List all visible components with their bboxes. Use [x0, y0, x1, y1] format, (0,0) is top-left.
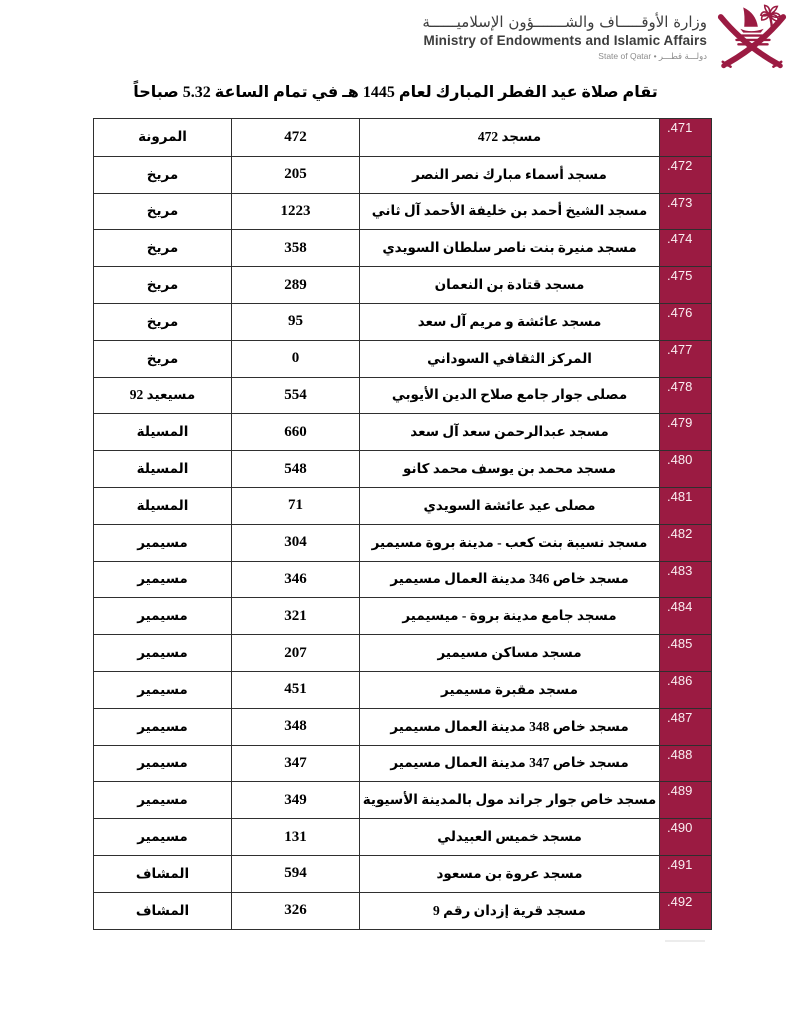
- area-cell: مسيمير: [137, 755, 188, 771]
- worshippers-count-cell: 548: [231, 451, 359, 487]
- table-row: [94, 561, 711, 598]
- worshippers-count-cell: 358: [231, 230, 359, 266]
- table-row: [94, 892, 711, 929]
- mosque-name-cell: مسجد منيرة بنت ناصر سلطان السويدي: [359, 230, 659, 266]
- area-cell: المرونة: [138, 129, 187, 145]
- row-number-badge: .477: [659, 341, 711, 377]
- table-row: [94, 413, 711, 450]
- mosque-name-cell: مسجد خميس العبيدلي: [359, 819, 659, 855]
- area-cell: مسيمير: [137, 534, 188, 550]
- row-number-badge: .483: [659, 562, 711, 598]
- mosque-name-cell: مسجد نسيبة بنت كعب - مدينة بروة مسيمير: [359, 525, 659, 561]
- row-number-badge: .479: [659, 414, 711, 450]
- mosque-name-cell: مسجد مقبرة مسيمير: [359, 672, 659, 708]
- worshippers-count-cell: 594: [231, 856, 359, 892]
- area-cell: مريخ: [146, 166, 179, 182]
- area-cell: مريخ: [146, 277, 179, 293]
- mosque-name-cell: مسجد أسماء مبارك نصر النصر: [359, 157, 659, 193]
- row-number-badge: .474: [659, 230, 711, 266]
- row-number-badge: .478: [659, 378, 711, 414]
- worshippers-count-cell: 289: [231, 267, 359, 303]
- area-cell: مسيعيد 92: [129, 387, 196, 403]
- area-cell: مريخ: [146, 203, 179, 219]
- row-number-badge: .489: [659, 782, 711, 818]
- area-cell: مسيمير: [137, 608, 188, 624]
- mosque-name-cell: مسجد عبدالرحمن سعد آل سعد: [359, 414, 659, 450]
- mosque-name-cell: مسجد جامع مدينة بروة - ميسيمير: [359, 598, 659, 634]
- worshippers-count-cell: 347: [231, 746, 359, 782]
- table-row: [94, 524, 711, 561]
- table-row: [94, 597, 711, 634]
- table-row: [94, 156, 711, 193]
- table-row: [94, 340, 711, 377]
- worshippers-count-cell: 207: [231, 635, 359, 671]
- area-cell: مريخ: [146, 240, 179, 256]
- scan-artifact: [665, 940, 705, 942]
- table-row: [94, 193, 711, 230]
- table-row: [94, 377, 711, 414]
- area-cell: المشاف: [135, 902, 190, 918]
- table-row: [94, 671, 711, 708]
- table-row: [94, 303, 711, 340]
- table-row: [94, 745, 711, 782]
- area-cell: مسيمير: [137, 571, 188, 587]
- worshippers-count-cell: 0: [231, 341, 359, 377]
- mosque-name-cell: مسجد خاص 346 مدينة العمال مسيمير: [359, 562, 659, 598]
- mosque-name-cell: مسجد مساكن مسيمير: [359, 635, 659, 671]
- worshippers-count-cell: 349: [231, 782, 359, 818]
- worshippers-count-cell: 95: [231, 304, 359, 340]
- row-number-badge: .492: [659, 893, 711, 929]
- page-title: تقام صلاة عيد الفطر المبارك لعام 1445 هـ في تمام الساعة 5.32 صباحاً: [133, 84, 658, 101]
- area-cell: المسيلة: [136, 497, 189, 513]
- row-number-badge: .491: [659, 856, 711, 892]
- state-of-qatar-line: State of Qatar • دولـــة قطـــر: [598, 51, 707, 61]
- row-number-badge: .473: [659, 194, 711, 230]
- mosque-name-cell: مسجد خاص جوار جراند مول بالمدينة الأسيوية: [359, 782, 659, 818]
- ministry-name-arabic: وزارة الأوقـــــاف والشـــــــؤون الإسلاميــــــة: [422, 13, 707, 31]
- worshippers-count-cell: 348: [231, 709, 359, 745]
- area-cell: مريخ: [146, 313, 179, 329]
- worshippers-count-cell: 131: [231, 819, 359, 855]
- row-number-badge: .486: [659, 672, 711, 708]
- table-row: [94, 487, 711, 524]
- row-number-badge: .484: [659, 598, 711, 634]
- mosque-name-cell: مسجد 472: [359, 119, 659, 156]
- mosque-table: [93, 118, 712, 930]
- table-row: [94, 634, 711, 671]
- mosque-name-cell: مسجد قتادة بن النعمان: [359, 267, 659, 303]
- area-cell: المسيلة: [136, 424, 189, 440]
- row-number-badge: .471: [659, 119, 711, 156]
- table-row: [94, 855, 711, 892]
- worshippers-count-cell: 1223: [231, 194, 359, 230]
- table-row: [94, 450, 711, 487]
- area-cell: مريخ: [146, 350, 179, 366]
- qatar-emblem-icon: [715, 2, 789, 73]
- mosque-name-cell: مسجد عروة بن مسعود: [359, 856, 659, 892]
- worshippers-count-cell: 451: [231, 672, 359, 708]
- table-row: [94, 781, 711, 818]
- mosque-name-cell: مسجد محمد بن يوسف محمد كانو: [359, 451, 659, 487]
- worshippers-count-cell: 321: [231, 598, 359, 634]
- area-cell: مسيمير: [137, 681, 188, 697]
- worshippers-count-cell: 326: [231, 893, 359, 929]
- table-row: [94, 708, 711, 745]
- worshippers-count-cell: 304: [231, 525, 359, 561]
- table-row: [94, 818, 711, 855]
- area-cell: مسيمير: [137, 645, 188, 661]
- area-cell: مسيمير: [137, 792, 188, 808]
- area-cell: المسيلة: [136, 461, 189, 477]
- table-row: [94, 229, 711, 266]
- area-cell: المشاف: [135, 865, 190, 881]
- mosque-name-cell: مسجد خاص 348 مدينة العمال مسيمير: [359, 709, 659, 745]
- row-number-badge: .472: [659, 157, 711, 193]
- worshippers-count-cell: 554: [231, 378, 359, 414]
- row-number-badge: .476: [659, 304, 711, 340]
- row-number-badge: .490: [659, 819, 711, 855]
- row-number-badge: .487: [659, 709, 711, 745]
- area-cell: مسيمير: [137, 718, 188, 734]
- row-number-badge: .488: [659, 746, 711, 782]
- table-row: [94, 266, 711, 303]
- area-cell: مسيمير: [137, 829, 188, 845]
- worshippers-count-cell: 71: [231, 488, 359, 524]
- row-number-badge: .485: [659, 635, 711, 671]
- worshippers-count-cell: 472: [231, 119, 359, 156]
- mosque-name-cell: مصلى جوار جامع صلاح الدين الأيوبي: [359, 378, 659, 414]
- row-number-badge: .475: [659, 267, 711, 303]
- mosque-name-cell: المركز الثقافي السوداني: [359, 341, 659, 377]
- mosque-name-cell: مسجد قرية إزدان رقم 9: [359, 893, 659, 929]
- worshippers-count-cell: 660: [231, 414, 359, 450]
- table-row: [94, 119, 711, 156]
- mosque-name-cell: مسجد خاص 347 مدينة العمال مسيمير: [359, 746, 659, 782]
- worshippers-count-cell: 346: [231, 562, 359, 598]
- mosque-name-cell: مصلى عيد عائشة السويدي: [359, 488, 659, 524]
- mosque-name-cell: مسجد عائشة و مريم آل سعد: [359, 304, 659, 340]
- ministry-name-english: Ministry of Endowments and Islamic Affairs: [423, 33, 707, 48]
- worshippers-count-cell: 205: [231, 157, 359, 193]
- ministry-header: [422, 13, 707, 62]
- mosque-name-cell: مسجد الشيخ أحمد بن خليفة الأحمد آل ثاني: [359, 194, 659, 230]
- row-number-badge: .481: [659, 488, 711, 524]
- row-number-badge: .480: [659, 451, 711, 487]
- row-number-badge: .482: [659, 525, 711, 561]
